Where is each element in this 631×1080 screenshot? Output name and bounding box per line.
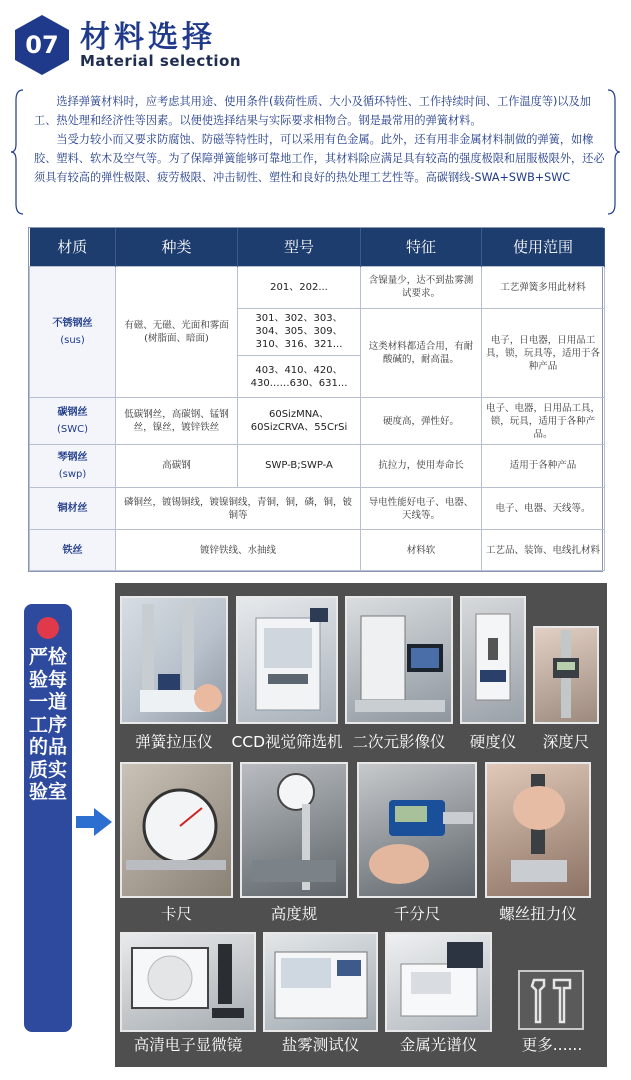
ccd-machine-icon bbox=[236, 596, 338, 724]
material-code: (sus) bbox=[60, 334, 85, 346]
cell-material: 铁丝 bbox=[30, 530, 116, 571]
cell-material bbox=[30, 445, 116, 488]
cell-material bbox=[30, 266, 116, 398]
instrument-caption: 金属光谱仪 bbox=[399, 1036, 478, 1054]
cell-feature: 硬度高，弹性好。 bbox=[361, 398, 482, 445]
image-measuring-icon bbox=[345, 596, 453, 724]
cell-feature: 这类材料都适合用，有耐酸碱的，耐高温。 bbox=[361, 309, 482, 398]
cell-kind: 磷铜丝，镀锡铜线，镀镍铜线，青铜，铜，磷，铜，铍铜等 bbox=[116, 487, 361, 530]
cell-usage: 电子、电器、天线等。 bbox=[482, 487, 605, 530]
page-title: 材料选择 bbox=[80, 20, 216, 55]
material-name: 不锈钢丝 bbox=[52, 317, 93, 329]
instrument-caption: 盐雾测试仪 bbox=[281, 1036, 360, 1054]
instrument-caption: 二次元影像仪 bbox=[352, 733, 446, 751]
material-code: (swp) bbox=[58, 468, 87, 480]
height-gauge-icon bbox=[240, 762, 348, 898]
cell-feature: 材料软 bbox=[361, 530, 482, 571]
cell-kind: 有磁、无磁、光面和雾面(树脂面、暗面) bbox=[116, 266, 238, 398]
material-code: (SWC) bbox=[56, 424, 89, 436]
header-feature: 特征 bbox=[361, 228, 482, 266]
intro-paragraph-2: 当受力较小而又要求防腐蚀、防磁等特性时，可以采用有色金属。此外，还有用非金属材料制做的弹簧，如橡胶、塑料、软木及空气等。为了保障弹簧能够可靠地工作，其材料除应满足具有较高的强度极限和屈服极限外，还必须具有较高的弹性极限、疲劳极限、冲击韧性、塑性和良好的热处理工艺性等。高碳钢线-SWA+SWB+SWC bbox=[34, 133, 605, 184]
material-table bbox=[28, 227, 603, 572]
cell-usage: 工艺品、装饰、电线扎材料 bbox=[482, 530, 605, 571]
lab-side-label: 严检验每一道工序的品质实验室 bbox=[28, 646, 67, 803]
instrument-caption: 硬度仪 bbox=[469, 733, 517, 751]
arrow-right-icon bbox=[74, 806, 114, 838]
dial-caliper-icon bbox=[120, 762, 233, 898]
instrument-caption: 弹簧拉压仪 bbox=[135, 733, 213, 751]
micrometer-icon bbox=[357, 762, 477, 898]
cell-model: 301、302、303、304、305、309、310、316、321... bbox=[238, 309, 361, 356]
spectrometer-icon bbox=[385, 932, 492, 1032]
cell-feature: 抗拉力，使用寿命长 bbox=[361, 445, 482, 488]
instrument-caption: CCD视觉筛选机 bbox=[231, 733, 343, 751]
cell-kind: 镀锌铁线、水抽线 bbox=[116, 530, 361, 571]
depth-gauge-icon bbox=[533, 626, 599, 724]
instrument-caption: 更多...... bbox=[521, 1036, 583, 1054]
cell-material: 铜材丝 bbox=[30, 487, 116, 530]
intro-block bbox=[10, 88, 621, 216]
instrument-caption: 千分尺 bbox=[393, 905, 441, 923]
header-material: 材质 bbox=[30, 228, 116, 266]
cell-model: SWP-B;SWP-A bbox=[238, 445, 361, 488]
table-row bbox=[30, 445, 605, 488]
cell-kind: 高碳钢 bbox=[116, 445, 238, 488]
cell-model: 60SizMNA、60SizCRVA、55CrSi bbox=[238, 398, 361, 445]
table-row bbox=[30, 487, 605, 530]
table-header-row bbox=[30, 228, 605, 266]
instrument-caption: 深度尺 bbox=[542, 733, 590, 751]
torque-tester-icon bbox=[485, 762, 591, 898]
cell-usage: 电子，日电器，日用品工具，锁，玩具等，适用于各种产品 bbox=[482, 309, 605, 398]
red-dot bbox=[37, 617, 59, 639]
tools-icon bbox=[518, 970, 584, 1030]
cell-model: 403、410、420、430……630、631... bbox=[238, 355, 361, 398]
header-model: 型号 bbox=[238, 228, 361, 266]
cell-usage: 适用于各种产品 bbox=[482, 445, 605, 488]
material-name: 琴钢丝 bbox=[57, 451, 88, 463]
cell-material bbox=[30, 398, 116, 445]
cell-kind: 低碳钢丝，高碳钢、锰钢丝，镍丝，镀锌铁丝 bbox=[116, 398, 238, 445]
cell-usage: 电子、电器，日用品工具，锁，玩具，适用于各种产品。 bbox=[482, 398, 605, 445]
page-subtitle: Material selection bbox=[80, 52, 242, 70]
table-row bbox=[30, 530, 605, 571]
instrument-caption: 高清电子显微镜 bbox=[133, 1036, 243, 1054]
header-usage: 使用范围 bbox=[482, 228, 605, 266]
instrument-caption: 高度规 bbox=[270, 905, 318, 923]
material-name: 碳钢丝 bbox=[57, 407, 88, 419]
left-brace bbox=[10, 88, 24, 216]
table-row bbox=[30, 266, 605, 309]
tension-tester-icon bbox=[120, 596, 228, 724]
header-kind: 种类 bbox=[116, 228, 238, 266]
right-brace bbox=[607, 88, 621, 216]
cell-feature: 含镍量少，达不到盐雾测试要求。 bbox=[361, 266, 482, 309]
instrument-caption: 螺丝扭力仪 bbox=[499, 905, 577, 923]
salt-spray-icon bbox=[263, 932, 378, 1032]
cell-model: 201、202... bbox=[238, 266, 361, 309]
table-row bbox=[30, 398, 605, 445]
cell-feature: 导电性能好电子、电器、天线等。 bbox=[361, 487, 482, 530]
intro-text bbox=[34, 92, 608, 187]
hardness-tester-icon bbox=[460, 596, 526, 724]
cell-usage: 工艺弹簧多用此材料 bbox=[482, 266, 605, 309]
microscope-icon bbox=[120, 932, 256, 1032]
instrument-caption: 卡尺 bbox=[160, 905, 192, 923]
intro-paragraph-1: 选择弹簧材料时，应考虑其用途、使用条件(载荷性质、大小及循环特性、工作持续时间、工作温度等)以及加工、热处理和经济性等因素。以便使选择结果与实际要求相物合。钢是最常用的弹簧材料。 bbox=[34, 95, 591, 127]
section-number: 07 bbox=[25, 31, 59, 59]
